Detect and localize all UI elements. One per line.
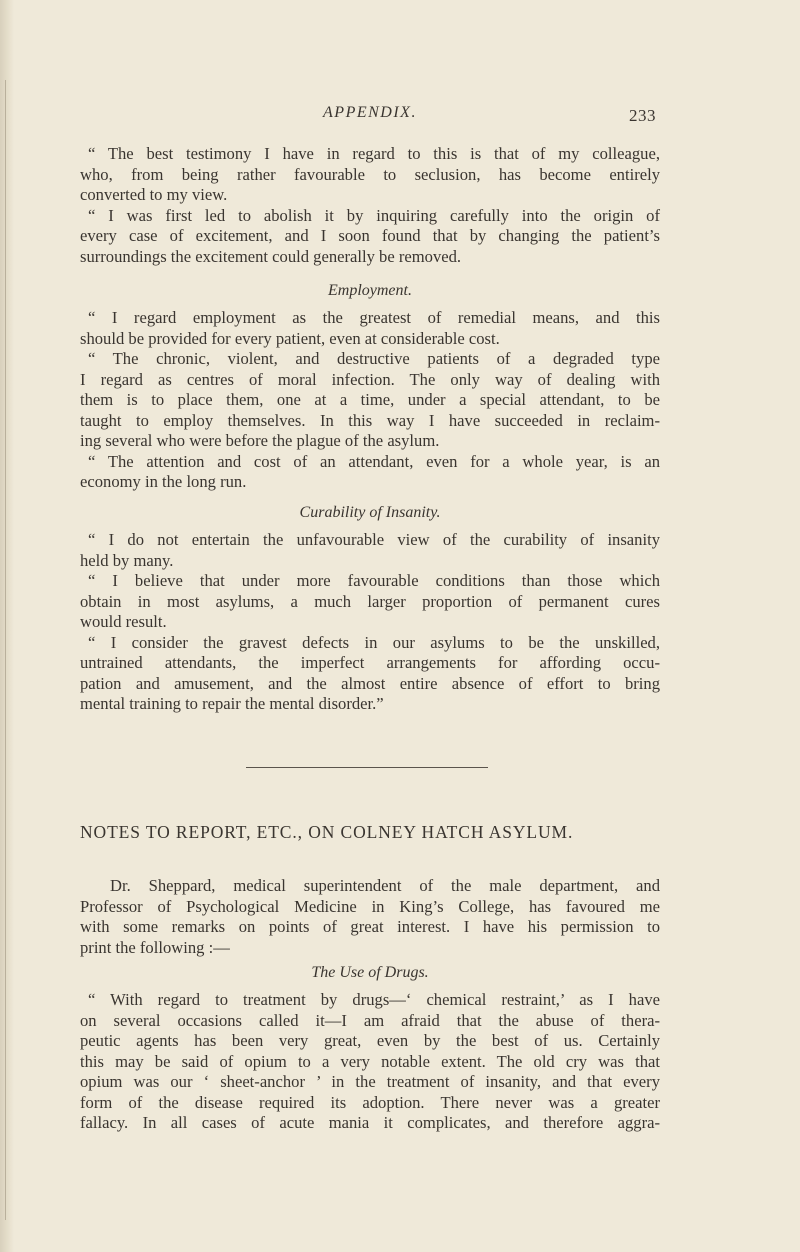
text-line: “ I believe that under more favourable conditions than those which [88, 571, 660, 590]
paragraph-block-curability [80, 530, 660, 715]
heading-curability: Curability of Insanity. [299, 504, 441, 521]
text-line: economy in the long run. [80, 472, 247, 491]
text-line: them is to place them, one at a time, under a special attendant, to be [80, 390, 660, 409]
paragraph-block-employment [80, 308, 660, 493]
text-line: every case of excitement, and I soon found that by changing the patient’s [80, 226, 660, 245]
paragraph-block-drugs [80, 990, 660, 1134]
heading-use-of-drugs: The Use of Drugs. [311, 964, 429, 981]
book-spine-shadow [0, 0, 14, 1252]
text-line: obtain in most asylums, a much larger proportion of permanent cures [80, 591, 660, 611]
text-line: this may be said of opium to a very notable extent. The old cry was that [80, 1051, 660, 1071]
section-title: NOTES TO REPORT, ETC., ON COLNEY HATCH ASYLUM. [80, 822, 574, 842]
paragraph-block-sheppard [80, 876, 660, 958]
text-line: “ The best testimony I have in regard to this is that of my colleague, [88, 144, 660, 163]
text-line: taught to employ themselves. In this way I have succeeded in reclaim- [80, 410, 660, 430]
paragraph-block-seclusion [80, 144, 660, 267]
text-line: would result. [80, 612, 167, 631]
text-line: ing several who were before the plague of the asylum. [80, 431, 440, 450]
text-line: print the following :— [80, 937, 230, 957]
text-line: opium was our ‘ sheet-anchor ’ in the treatment of insanity, and that every [80, 1072, 660, 1091]
text-line: should be provided for every patient, even at considerable cost. [80, 328, 500, 348]
section-divider-rule [246, 767, 488, 768]
text-line: I regard as centres of moral infection. The only way of dealing with [80, 369, 660, 389]
text-line: Dr. Sheppard, medical superintendent of the male department, and [110, 876, 660, 895]
text-line: “ I regard employment as the greatest of remedial means, and this [88, 308, 660, 327]
text-line: “ I do not entertain the unfavourable view of the curability of insanity [88, 530, 660, 549]
running-title: APPENDIX. [323, 104, 417, 121]
text-line: Professor of Psychological Medicine in King’s College, has favoured me [80, 896, 660, 916]
page-number: 233 [629, 106, 656, 125]
text-line: mental training to repair the mental disorder.” [80, 694, 384, 713]
running-header [80, 104, 660, 128]
text-line: “ With regard to treatment by drugs—‘ chemical restraint,’ as I have [88, 990, 660, 1009]
text-line: “ I was first led to abolish it by inquiring carefully into the origin of [88, 205, 660, 225]
text-line: “ The attention and cost of an attendant, even for a whole year, is an [88, 451, 660, 471]
text-line: surroundings the excitement could generally be removed. [80, 246, 462, 266]
text-line: “ I consider the gravest defects in our asylums to be the unskilled, [88, 632, 660, 652]
text-line: peutic agents has been very great, even by the best of us. Certainly [80, 1031, 660, 1050]
heading-employment: Employment. [328, 282, 412, 299]
binding-edge [5, 80, 6, 1220]
text-line: converted to my view. [80, 185, 228, 204]
text-line: who, from being rather favourable to seclusion, has become entirely [80, 164, 660, 184]
text-line: untrained attendants, the imperfect arrangements for affording occu- [80, 653, 660, 672]
text-line: “ The chronic, violent, and destructive patients of a degraded type [88, 349, 660, 368]
text-line: with some remarks on points of great interest. I have his permission to [80, 917, 660, 936]
text-line: on several occasions called it—I am afraid that the abuse of thera- [80, 1010, 660, 1030]
text-line: pation and amusement, and the almost entire absence of effort to bring [80, 673, 660, 693]
text-line: fallacy. In all cases of acute mania it complicates, and therefore aggra- [80, 1113, 660, 1132]
text-line: form of the disease required its adoption. There never was a greater [80, 1092, 660, 1112]
text-line: held by many. [80, 550, 174, 570]
